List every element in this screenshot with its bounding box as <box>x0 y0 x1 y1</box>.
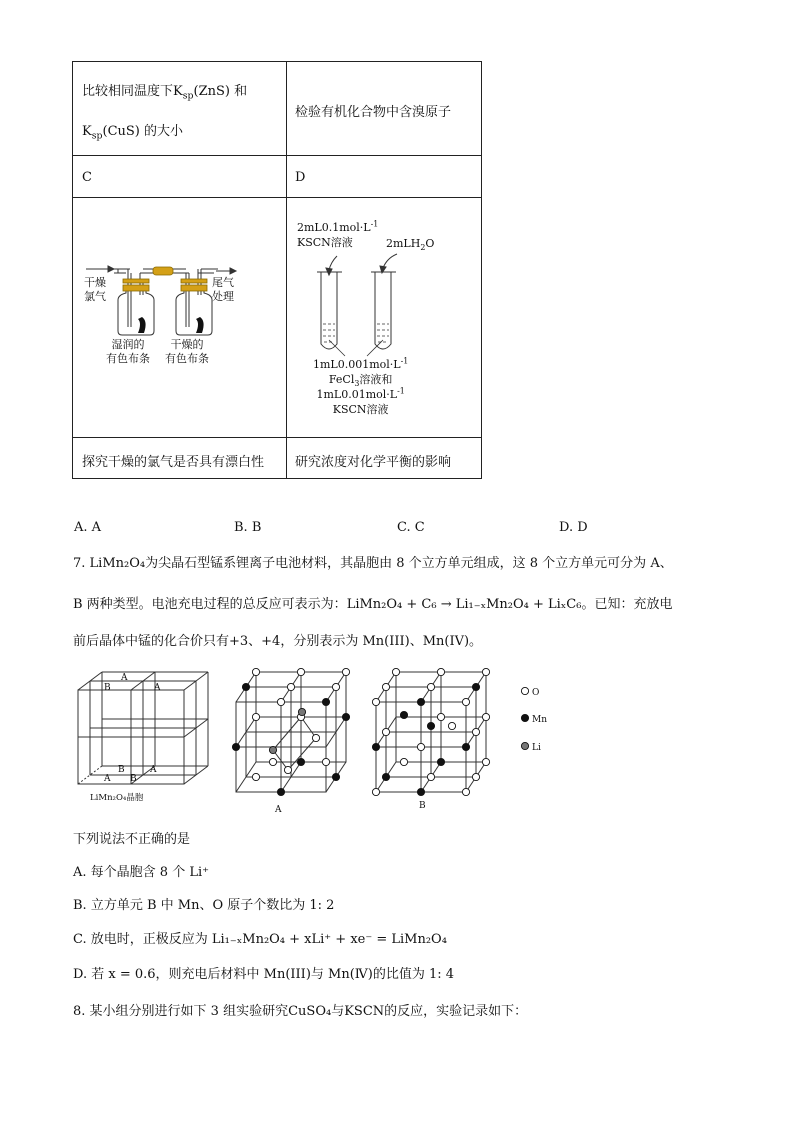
cell-letter-top-2: A <box>154 683 161 693</box>
q7-question: 下列说法不正确的是 <box>73 832 191 847</box>
row1-left-text-line2: $K_{sp}(CuS)$ 的大小 <box>82 124 184 142</box>
q6-option-c[interactable]: C. C <box>397 520 425 535</box>
kscn-added-label: $2mL0.1mol\cdot L^{-1}$ KSCN溶液 <box>297 219 379 249</box>
tail-gas-label: 尾气 处理 <box>212 276 234 303</box>
cube-b-caption: B <box>419 801 426 811</box>
chlorine-bottles-figure <box>78 255 238 375</box>
row1-left-text-line1: 比较相同温度下$K_{sp}(ZnS)$ 和 <box>82 84 248 102</box>
limn2o4-cell-diagram <box>78 672 208 784</box>
legend-mn-label: Mn <box>532 715 548 725</box>
q7-option-a[interactable]: A. 每个晶胞含 8 个 Li⁺ <box>73 865 209 880</box>
test-tubes-figure <box>305 248 415 360</box>
q7-line2: B 两种类型。电池充电过程的总反应可表示为：LiMn₂O₄ + C₆ → Li₁₋ₓMn₂O₄ + LiₓC₆。已知：充放电 <box>73 597 673 612</box>
water-added-label: 2mLH$_2$O <box>386 237 435 253</box>
dry-cloth-label: 干燥的 有色布条 <box>165 338 209 365</box>
legend-o-label: O <box>532 688 540 698</box>
q7-line3: 前后晶体中锰的化合价只有+3、+4，分别表示为 Mn(III)、Mn(IV)。 <box>73 634 483 649</box>
cell-letter-bottom-1: B <box>118 765 125 775</box>
q7-option-b[interactable]: B. 立方单元 B 中 Mn、O 原子个数比为 1: 2 <box>73 898 335 913</box>
cell-letter-top-3: B <box>104 683 111 693</box>
row1-right-text: 检验有机化合物中含溴原子 <box>295 105 452 120</box>
row4-right-text: 研究浓度对化学平衡的影响 <box>295 455 452 470</box>
q7-line1: 7. LiMn₂O₄为尖晶石型锰系锂离子电池材料，其晶胞由 8 个立方单元组成，这 8 个立方单元可分为 A、 <box>73 556 673 571</box>
q6-option-b[interactable]: B. B <box>234 520 262 535</box>
cell-caption: LiMn₂O₄晶胞 <box>90 793 144 803</box>
cube-a-caption: A <box>275 805 282 815</box>
cell-letter-top-1: A <box>121 673 128 683</box>
atom-legend <box>521 687 528 749</box>
wet-cloth-label: 湿润的 有色布条 <box>106 338 150 365</box>
q6-option-a[interactable]: A. A <box>74 520 102 535</box>
cell-letter-bottom-3: A <box>104 774 111 784</box>
legend-li-label: Li <box>532 743 541 753</box>
chlorine-inlet-label: 干燥 氯气 <box>84 276 106 303</box>
cell-letter-bottom-2: A <box>150 765 157 775</box>
row2-left-label: C <box>82 170 92 185</box>
q7-option-d[interactable]: D. 若 x = 0.6，则充电后材料中 Mn(III)与 Mn(Ⅳ)的比值为 1: 4 <box>73 967 455 982</box>
q7-option-c[interactable]: C. 放电时，正极反应为 Li₁₋ₓMn₂O₄ + xLi⁺ + xe⁻ = LiMn₂O₄ <box>73 932 447 947</box>
row4-left-text: 探究干燥的氯气是否具有漂白性 <box>82 455 265 470</box>
cell-letter-bottom-4: B <box>130 774 137 784</box>
q6-option-d[interactable]: D. D <box>559 520 588 535</box>
row2-right-label: D <box>295 170 306 185</box>
crystal-structure-figure <box>70 660 570 820</box>
q8-line: 8. 某小组分别进行如下 3 组实验研究CuSO₄与KSCN的反应，实验记录如下： <box>73 1004 528 1019</box>
fecl3-kscn-label: $1mL0.001mol\cdot L^{-1}$ FeCl$_3$溶液和 $1mL0.01mol\cdot L^{-1}$ KSCN溶液 <box>313 356 409 416</box>
